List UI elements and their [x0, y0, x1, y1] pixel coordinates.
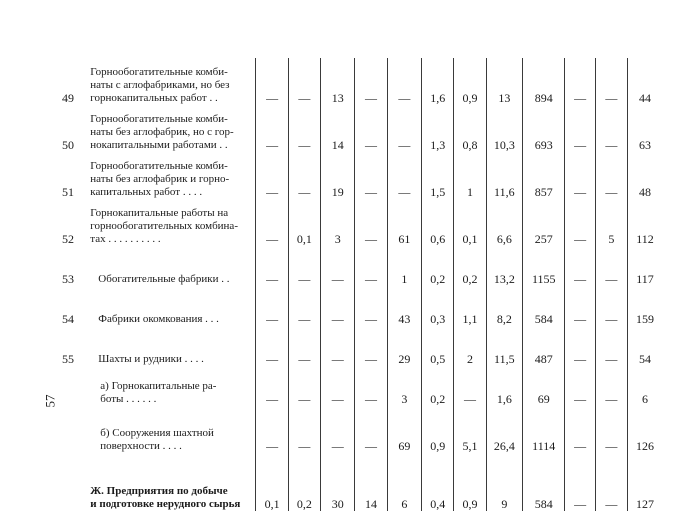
- cell-value: 584: [523, 453, 565, 511]
- cell-value: —: [565, 406, 595, 453]
- cell-value: —: [387, 105, 421, 152]
- cell-value: —: [288, 58, 320, 105]
- row-name-line: Горнообогатительные комби-: [90, 66, 228, 78]
- cell-value: 0,2: [288, 453, 320, 511]
- row-name-line: горнообогатительных комбина-: [90, 220, 238, 232]
- data-table: [62, 58, 662, 511]
- row-name: [90, 105, 256, 152]
- cell-value: 69: [387, 406, 421, 453]
- cell-value: —: [288, 366, 320, 406]
- row-name-line: тах . . . . . . . . . .: [90, 233, 161, 245]
- row-name: [90, 246, 256, 286]
- cell-value: 0,9: [454, 58, 486, 105]
- cell-value: —: [595, 58, 627, 105]
- row-number: 55: [62, 352, 74, 366]
- cell-value: —: [288, 105, 320, 152]
- cell-value: —: [595, 453, 627, 511]
- cell-value: —: [355, 326, 387, 366]
- table-row: [62, 105, 662, 152]
- cell-value: 1,3: [422, 105, 454, 152]
- cell-value: 1: [454, 152, 486, 199]
- cell-value: 159: [628, 286, 662, 326]
- cell-value: 584: [523, 286, 565, 326]
- row-name-line: и подготовке нерудного сырья: [90, 498, 241, 510]
- row-name: [90, 58, 256, 105]
- cell-value: —: [321, 326, 355, 366]
- cell-value: 894: [523, 58, 565, 105]
- cell-value: 48: [628, 152, 662, 199]
- cell-value: 0,2: [454, 246, 486, 286]
- table-row: [62, 199, 662, 246]
- cell-value: —: [355, 246, 387, 286]
- cell-value: —: [288, 152, 320, 199]
- row-name-line: наты без аглофабрик и горно-: [90, 173, 230, 185]
- cell-value: 19: [321, 152, 355, 199]
- cell-value: 0,9: [454, 453, 486, 511]
- cell-value: 1155: [523, 246, 565, 286]
- row-name: [90, 453, 256, 511]
- row-name-line: Горнообогатительные комби-: [90, 113, 228, 125]
- row-number: 50: [62, 138, 74, 152]
- row-number: 54: [62, 312, 74, 326]
- row-name: [90, 199, 256, 246]
- cell-value: 14: [321, 105, 355, 152]
- cell-value: 26,4: [486, 406, 522, 453]
- cell-value: —: [256, 58, 288, 105]
- cell-value: —: [256, 246, 288, 286]
- cell-value: —: [288, 286, 320, 326]
- cell-value: —: [595, 406, 627, 453]
- cell-value: 0,1: [288, 199, 320, 246]
- row-number: [62, 366, 90, 406]
- row-name-line: Ж. Предприятия по добыче: [90, 485, 228, 497]
- cell-value: —: [321, 286, 355, 326]
- cell-value: 8,2: [486, 286, 522, 326]
- cell-value: 1,6: [422, 58, 454, 105]
- cell-value: 43: [387, 286, 421, 326]
- row-name-line: Обогатительные фабрики . .: [98, 273, 230, 285]
- cell-value: 0,2: [422, 366, 454, 406]
- cell-value: —: [355, 199, 387, 246]
- row-name-line: поверхности . . . .: [100, 440, 182, 452]
- row-name: [90, 286, 256, 326]
- row-number: 53: [62, 272, 74, 286]
- cell-value: 44: [628, 58, 662, 105]
- cell-value: —: [355, 105, 387, 152]
- cell-value: —: [595, 366, 627, 406]
- cell-value: 0,1: [454, 199, 486, 246]
- cell-value: 11,5: [486, 326, 522, 366]
- cell-value: 5: [595, 199, 627, 246]
- row-name: [90, 406, 256, 453]
- table-row: [62, 246, 662, 286]
- cell-value: —: [565, 199, 595, 246]
- cell-value: 0,6: [422, 199, 454, 246]
- row-number: 49: [62, 91, 74, 105]
- cell-value: 63: [628, 105, 662, 152]
- cell-value: 2: [454, 326, 486, 366]
- cell-value: 257: [523, 199, 565, 246]
- row-number: [62, 453, 90, 511]
- cell-value: 0,1: [256, 453, 288, 511]
- row-name-line: Шахты и рудники . . . .: [98, 353, 204, 365]
- table-row: [62, 453, 662, 511]
- cell-value: —: [355, 366, 387, 406]
- row-number: 52: [62, 232, 74, 246]
- cell-value: 0,4: [422, 453, 454, 511]
- cell-value: —: [565, 366, 595, 406]
- cell-value: —: [565, 453, 595, 511]
- row-name-line: нокапитальными работами . .: [90, 139, 228, 151]
- cell-value: 69: [523, 366, 565, 406]
- cell-value: 487: [523, 326, 565, 366]
- cell-value: 14: [355, 453, 387, 511]
- cell-value: —: [288, 326, 320, 366]
- cell-value: —: [387, 152, 421, 199]
- cell-value: —: [256, 326, 288, 366]
- cell-value: —: [595, 152, 627, 199]
- cell-value: 127: [628, 453, 662, 511]
- cell-value: 1,5: [422, 152, 454, 199]
- cell-value: 0,9: [422, 406, 454, 453]
- cell-value: —: [387, 58, 421, 105]
- row-number: [62, 406, 90, 453]
- cell-value: 61: [387, 199, 421, 246]
- row-name-line: а) Горнокапитальные ра-: [100, 380, 217, 392]
- cell-value: —: [288, 246, 320, 286]
- cell-value: 1,1: [454, 286, 486, 326]
- cell-value: —: [288, 406, 320, 453]
- cell-value: —: [256, 366, 288, 406]
- row-name-line: Фабрики окомкования . . .: [98, 313, 219, 325]
- cell-value: 13: [486, 58, 522, 105]
- table-row: [62, 152, 662, 199]
- cell-value: 1114: [523, 406, 565, 453]
- cell-value: —: [256, 105, 288, 152]
- row-name: [90, 366, 256, 406]
- cell-value: 126: [628, 406, 662, 453]
- cell-value: —: [355, 286, 387, 326]
- page-number: 57: [42, 394, 58, 408]
- cell-value: —: [256, 406, 288, 453]
- cell-value: —: [565, 58, 595, 105]
- cell-value: 857: [523, 152, 565, 199]
- cell-value: 5,1: [454, 406, 486, 453]
- cell-value: —: [355, 58, 387, 105]
- cell-value: 3: [387, 366, 421, 406]
- cell-value: 3: [321, 199, 355, 246]
- row-name: [90, 152, 256, 199]
- table-row: [62, 366, 662, 406]
- cell-value: 30: [321, 453, 355, 511]
- table-row: [62, 326, 662, 366]
- row-number: 51: [62, 185, 74, 199]
- cell-value: 0,2: [422, 246, 454, 286]
- cell-value: 11,6: [486, 152, 522, 199]
- cell-value: —: [454, 366, 486, 406]
- cell-value: 13,2: [486, 246, 522, 286]
- table-row: [62, 286, 662, 326]
- cell-value: —: [595, 105, 627, 152]
- row-name: [90, 326, 256, 366]
- cell-value: —: [565, 326, 595, 366]
- row-name-line: б) Сооружения шахтной: [100, 427, 214, 439]
- row-name-line: Горнокапитальные работы на: [90, 207, 229, 219]
- cell-value: —: [595, 246, 627, 286]
- cell-value: 6: [628, 366, 662, 406]
- cell-value: —: [321, 366, 355, 406]
- cell-value: —: [256, 286, 288, 326]
- cell-value: 9: [486, 453, 522, 511]
- cell-value: 29: [387, 326, 421, 366]
- row-name-line: Горнообогатительные комби-: [90, 160, 228, 172]
- cell-value: 0,8: [454, 105, 486, 152]
- cell-value: —: [595, 286, 627, 326]
- cell-value: —: [565, 246, 595, 286]
- cell-value: 1,6: [486, 366, 522, 406]
- cell-value: —: [355, 152, 387, 199]
- cell-value: 0,3: [422, 286, 454, 326]
- cell-value: 693: [523, 105, 565, 152]
- row-name-line: горнокапитальных работ . .: [90, 92, 218, 104]
- cell-value: 1: [387, 246, 421, 286]
- cell-value: 13: [321, 58, 355, 105]
- row-name-line: наты без аглофабрик, но с гор-: [90, 126, 234, 138]
- cell-value: —: [595, 326, 627, 366]
- cell-value: 6: [387, 453, 421, 511]
- cell-value: —: [256, 152, 288, 199]
- row-name-line: наты с аглофабриками, но без: [90, 79, 230, 91]
- cell-value: —: [256, 199, 288, 246]
- row-name-line: капитальных работ . . . .: [90, 186, 203, 198]
- cell-value: —: [565, 286, 595, 326]
- table-row: [62, 58, 662, 105]
- cell-value: —: [321, 406, 355, 453]
- cell-value: —: [565, 152, 595, 199]
- cell-value: —: [565, 105, 595, 152]
- table-row: [62, 406, 662, 453]
- row-name-line: боты . . . . . .: [100, 393, 157, 405]
- cell-value: 0,5: [422, 326, 454, 366]
- cell-value: 10,3: [486, 105, 522, 152]
- cell-value: —: [355, 406, 387, 453]
- cell-value: —: [321, 246, 355, 286]
- cell-value: 112: [628, 199, 662, 246]
- cell-value: 117: [628, 246, 662, 286]
- cell-value: 6,6: [486, 199, 522, 246]
- cell-value: 54: [628, 326, 662, 366]
